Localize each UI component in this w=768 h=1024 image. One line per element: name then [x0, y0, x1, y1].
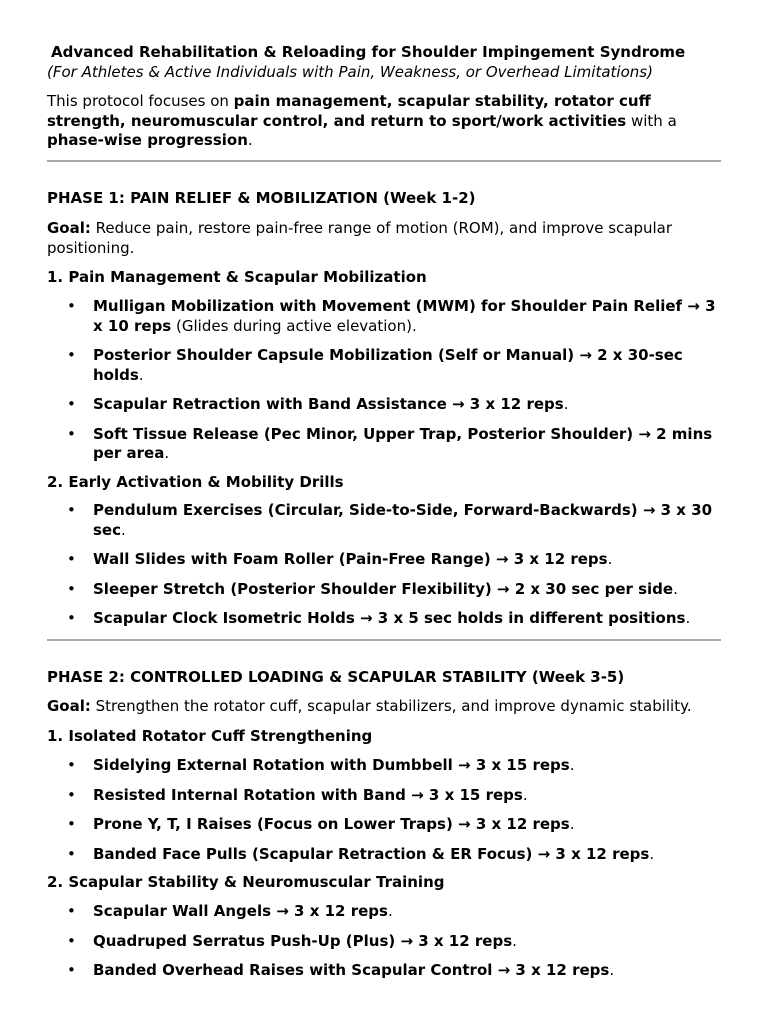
list-item: [47, 346, 727, 385]
bullet-icon: •: [67, 785, 76, 804]
phase1-section2-title: 2. Early Activation & Mobility Drills: [47, 473, 344, 491]
bullet-icon: •: [67, 961, 76, 979]
bullet-icon: •: [67, 579, 76, 598]
exercise-note: .: [685, 609, 691, 627]
divider: [47, 639, 721, 641]
goal-label: Goal:: [47, 697, 91, 715]
exercise-name: Posterior Shoulder Capsule Mobilization (Self or Manual) → 2 x 30-sec holds: [93, 346, 683, 384]
exercise-name: Sleeper Stretch (Posterior Shoulder Flexibility) → 2 x 30 sec per side: [93, 579, 674, 598]
phase2-section2-list: [47, 902, 727, 981]
list-item: [47, 297, 727, 336]
list-item: [47, 756, 727, 776]
document-subtitle: (For Athletes & Active Individuals with Pain, Weakness, or Overhead Limitations): [47, 63, 653, 81]
goal-text: Reduce pain, restore pain-free range of motion (ROM), and improve scapular positioning.: [47, 219, 673, 257]
exercise-name: Quadruped Serratus Push-Up (Plus) → 3 x 12 reps: [93, 931, 513, 950]
list-item: [47, 425, 727, 464]
divider: [47, 160, 721, 162]
bullet-icon: •: [67, 424, 76, 443]
exercise-note: .: [649, 844, 655, 863]
list-item: [47, 932, 727, 952]
bullet-icon: •: [67, 902, 76, 920]
list-item: [47, 786, 727, 806]
exercise-note: .: [609, 961, 615, 979]
list-item: [47, 550, 727, 570]
exercise-note: .: [569, 756, 575, 774]
list-item: [47, 902, 727, 922]
bullet-icon: •: [67, 395, 76, 413]
exercise-note: .: [138, 365, 144, 384]
exercise-name: Banded Overhead Raises with Scapular Control → 3 x 12 reps: [93, 961, 610, 979]
phase1-section1-list: [47, 297, 727, 464]
exercise-note: .: [387, 902, 393, 920]
exercise-note: .: [512, 931, 517, 950]
exercise-name: Scapular Wall Angels → 3 x 12 reps: [93, 902, 388, 920]
exercise-note: .: [673, 579, 678, 598]
exercise-name: Wall Slides with Foam Roller (Pain-Free Range) → 3 x 12 reps: [93, 550, 608, 568]
exercise-note: .: [522, 785, 528, 804]
document-title: Advanced Rehabilitation & Reloading for Shoulder Impingement Syndrome: [51, 43, 686, 61]
list-item: [47, 845, 727, 865]
exercise-note: .: [569, 815, 575, 833]
bullet-icon: •: [67, 815, 76, 833]
exercise-name: Pendulum Exercises (Circular, Side-to-Side, Forward-Backwards) → 3 x 30 sec: [93, 501, 713, 539]
list-item: [47, 609, 727, 629]
phase2-section2-title: 2. Scapular Stability & Neuromuscular Training: [47, 873, 445, 891]
phase1-goal: [47, 219, 727, 258]
list-item: [47, 815, 727, 835]
exercise-name: Soft Tissue Release (Pec Minor, Upper Trap, Posterior Shoulder) → 2 mins per area: [93, 424, 713, 462]
exercise-note: .: [164, 444, 170, 462]
exercise-name: Sidelying External Rotation with Dumbbell → 3 x 15 reps: [93, 756, 570, 774]
bullet-icon: •: [67, 297, 76, 315]
exercise-name: Banded Face Pulls (Scapular Retraction & ER Focus) → 3 x 12 reps: [93, 844, 650, 863]
exercise-name: Resisted Internal Rotation with Band → 3 x 15 reps: [93, 785, 523, 804]
list-item: [47, 501, 727, 540]
exercise-name: Mulligan Mobilization with Movement (MWM) for Shoulder Pain Relief → 3 x 10 reps: [93, 297, 716, 335]
goal-text: Strengthen the rotator cuff, scapular stabilizers, and improve dynamic stability.: [90, 697, 692, 715]
goal-label: Goal:: [47, 219, 91, 237]
intro-text: with a: [626, 111, 677, 130]
phase2-section1-title: 1. Isolated Rotator Cuff Strengthening: [47, 727, 373, 745]
exercise-name: Scapular Retraction with Band Assistance → 3 x 12 reps: [93, 395, 564, 413]
exercise-name: Scapular Clock Isometric Holds → 3 x 5 sec holds in different positions: [93, 609, 686, 627]
bullet-icon: •: [67, 844, 76, 863]
bullet-icon: •: [67, 756, 76, 774]
phase1-section1-title: 1. Pain Management & Scapular Mobilization: [47, 268, 427, 286]
bullet-icon: •: [67, 550, 76, 568]
bullet-icon: •: [67, 609, 76, 627]
phase1-section2-list: [47, 501, 727, 629]
phase2-heading: PHASE 2: CONTROLLED LOADING & SCAPULAR STABILITY (Week 3-5): [47, 668, 625, 686]
exercise-note: (Glides during active elevation).: [171, 316, 417, 335]
intro-paragraph: [47, 92, 727, 151]
list-item: [47, 395, 727, 415]
exercise-name: Prone Y, T, I Raises (Focus on Lower Traps) → 3 x 12 reps: [93, 815, 570, 833]
exercise-note: .: [607, 550, 613, 568]
exercise-note: .: [563, 395, 569, 413]
intro-text: .: [247, 131, 253, 149]
phase2-section1-list: [47, 756, 727, 864]
bullet-icon: •: [67, 346, 76, 364]
intro-bold-focus: pain management, scapular stability, rotator cuff strength, neuromuscular control, and return to sport/work activities: [47, 92, 651, 130]
intro-text: This protocol focuses on: [47, 92, 234, 110]
exercise-note: .: [121, 520, 126, 539]
phase2-goal: [47, 697, 727, 717]
bullet-icon: •: [67, 931, 76, 950]
phase1-heading: PHASE 1: PAIN RELIEF & MOBILIZATION (Week 1-2): [47, 189, 476, 207]
bullet-icon: •: [67, 501, 76, 519]
list-item: [47, 961, 727, 981]
intro-bold-progression: phase-wise progression: [47, 131, 248, 149]
list-item: [47, 580, 727, 600]
